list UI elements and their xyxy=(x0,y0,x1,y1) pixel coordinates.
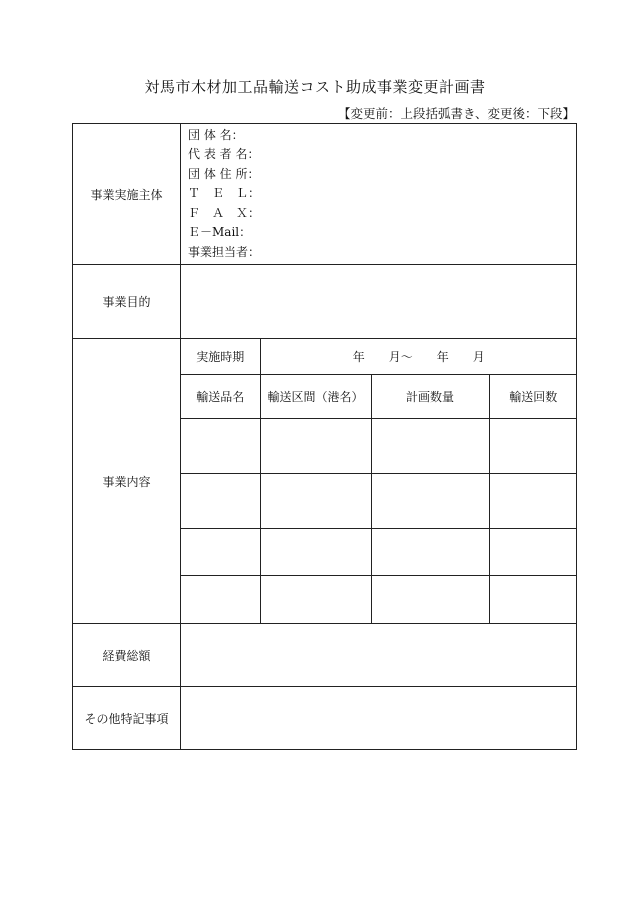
table-row xyxy=(181,528,577,575)
header-row xyxy=(181,374,577,418)
representative-field: 代 表 者 名： xyxy=(188,147,260,162)
contact-person-field: 事業担当者： xyxy=(188,244,261,259)
purpose-input-cell[interactable] xyxy=(181,265,577,339)
other-input-cell[interactable] xyxy=(181,687,577,750)
change-note: 【変更前：上段括弧書き、変更後：下段】 xyxy=(337,106,575,121)
table-cell[interactable] xyxy=(371,418,489,473)
table-cell[interactable] xyxy=(181,528,260,575)
table-cell[interactable] xyxy=(260,575,371,623)
applicant-row xyxy=(73,124,577,265)
tel-field: Ｔ Ｅ Ｌ： xyxy=(188,186,261,201)
applicant-info-cell[interactable] xyxy=(181,124,577,265)
header-quantity: 計画数量 xyxy=(371,374,489,418)
expense-input-cell[interactable] xyxy=(181,624,577,687)
table-cell[interactable] xyxy=(371,575,489,623)
content-label: 事業内容 xyxy=(73,339,181,624)
header-item-name: 輸送品名 xyxy=(181,374,260,418)
other-label: その他特記事項 xyxy=(73,687,181,750)
expense-row xyxy=(73,624,577,687)
content-detail-cell xyxy=(181,339,577,624)
header-trips: 輸送回数 xyxy=(489,374,577,418)
table-cell[interactable] xyxy=(260,473,371,528)
period-row xyxy=(181,339,577,374)
table-cell[interactable] xyxy=(489,418,577,473)
purpose-label: 事業目的 xyxy=(73,265,181,339)
table-row xyxy=(181,575,577,623)
fax-field: Ｆ Ａ Ｘ： xyxy=(188,205,261,220)
table-cell[interactable] xyxy=(260,528,371,575)
purpose-row xyxy=(73,265,577,339)
table-cell[interactable] xyxy=(489,473,577,528)
header-route: 輸送区間（港名） xyxy=(260,374,371,418)
document-title: 対馬市木材加工品輸送コスト助成事業変更計画書 xyxy=(144,78,486,96)
table-cell[interactable] xyxy=(260,418,371,473)
address-field: 団 体 住 所： xyxy=(188,166,260,181)
content-row xyxy=(73,339,577,624)
expense-label: 経費総額 xyxy=(73,624,181,687)
table-row xyxy=(181,418,577,473)
content-inner-table xyxy=(181,339,577,623)
other-row xyxy=(73,687,577,750)
table-cell[interactable] xyxy=(489,575,577,623)
table-cell[interactable] xyxy=(181,418,260,473)
table-cell[interactable] xyxy=(371,473,489,528)
email-field: Ｅ－Mail： xyxy=(188,225,252,240)
table-row xyxy=(181,473,577,528)
table-cell[interactable] xyxy=(181,473,260,528)
period-value[interactable]: 年 月～ 年 月 xyxy=(260,339,577,374)
applicant-label: 事業実施主体 xyxy=(73,124,181,265)
table-cell[interactable] xyxy=(371,528,489,575)
org-name-field: 団 体 名： xyxy=(188,127,244,142)
table-cell[interactable] xyxy=(489,528,577,575)
table-cell[interactable] xyxy=(181,575,260,623)
plan-form-table xyxy=(72,123,577,750)
period-label: 実施時期 xyxy=(181,339,260,374)
